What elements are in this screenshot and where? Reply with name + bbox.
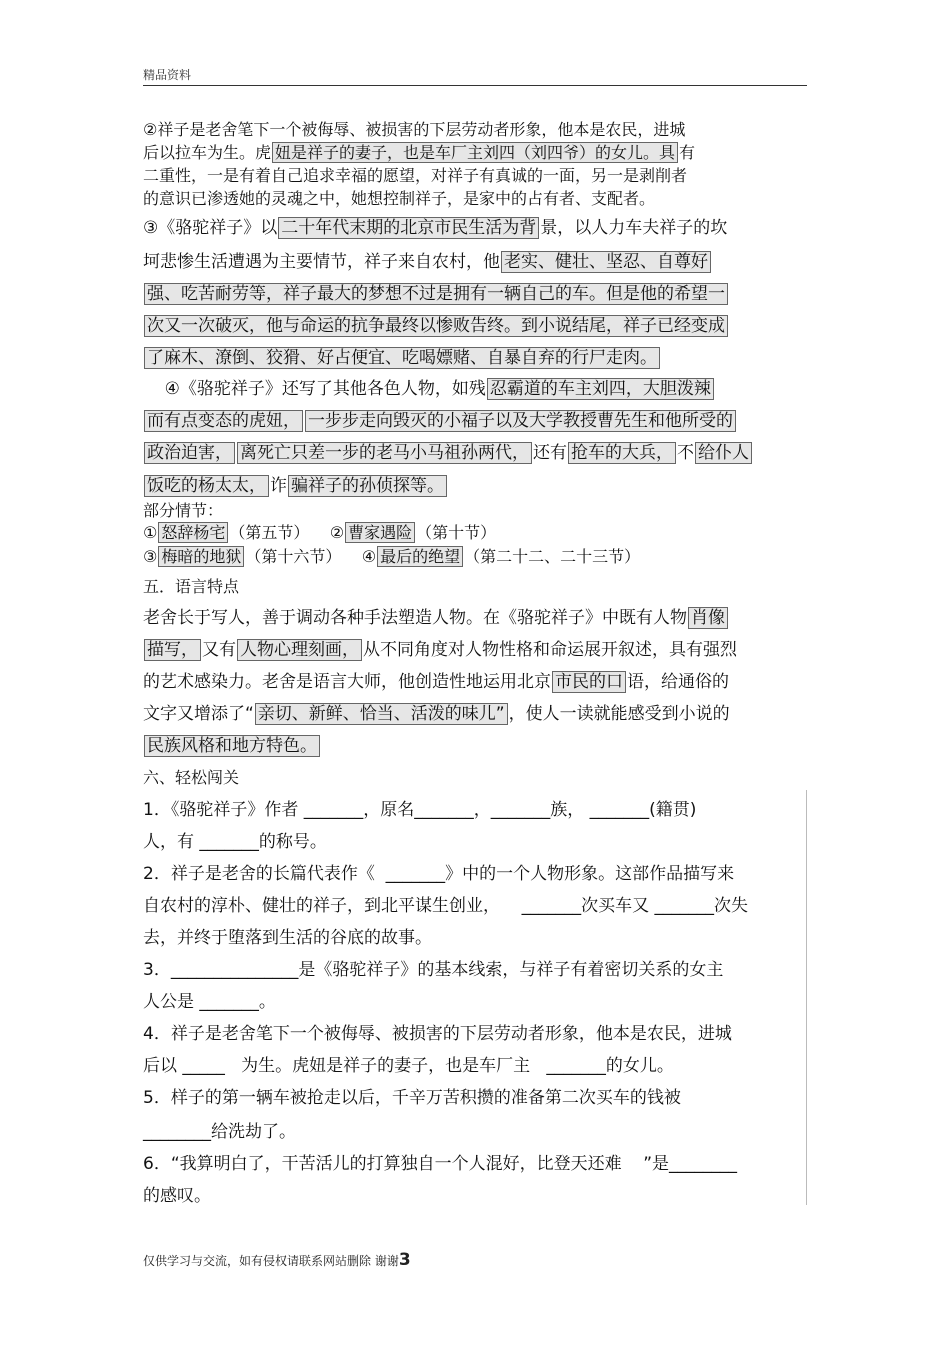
highlighted-text: 骗祥子的孙侦探等。 <box>288 475 447 497</box>
text-line <box>143 378 715 400</box>
text-run: （第十节） <box>416 523 497 542</box>
text-run: 不 <box>677 443 694 463</box>
text-run: 6．“我算明白了，干苦活儿的打算独自一个人混好，比登天还难 ”是________ <box>143 1154 738 1174</box>
text-run: 人，有 _______的称号。 <box>143 832 327 852</box>
highlighted-text: 市民的口 <box>552 671 626 693</box>
text-line <box>143 927 432 949</box>
text-run: 语，给通俗的 <box>627 672 729 692</box>
text-line <box>143 1121 296 1143</box>
text-line <box>143 831 327 853</box>
highlighted-text: 老实、健壮、坚忍、自尊好 <box>501 251 711 273</box>
text-line <box>143 315 729 337</box>
text-run: （第五节） ② <box>229 523 345 542</box>
text-run: 人公是 _______。 <box>143 992 276 1012</box>
text-run: 二重性，一是有着自己追求幸福的愿望，对祥子有真诚的一面，另一是剥削者 <box>143 166 688 185</box>
text-line <box>143 576 239 598</box>
text-run: 的意识已渗透她的灵魂之中，她想控制祥子，是家中的占有者、支配者。 <box>143 189 656 208</box>
highlighted-text: 强、吃苦耐劳等，祥子最大的梦想不过是拥有一辆自己的车。但是他的希望一 <box>144 283 728 305</box>
text-run: 3．_______________是《骆驼祥子》的基本线索，与祥子有着密切关系的女主 <box>143 960 724 980</box>
text-run: 5．样子的第一辆车被抢走以后，千辛万苦积攒的准备第二次买车的钱被 <box>143 1088 681 1108</box>
text-line <box>143 639 737 661</box>
text-line <box>143 895 748 917</box>
highlighted-text: 最后的绝望 <box>377 546 463 567</box>
highlighted-text: 一步步走向毁灭的小福子以及大学教授曹先生和他所受的 <box>305 410 736 432</box>
text-line <box>143 500 223 522</box>
highlighted-text: 而有点变态的虎妞， <box>144 410 303 432</box>
text-run: 自农村的淳朴、健壮的祥子，到北平谋生创业， _______次买车又 _______次失 <box>143 896 749 916</box>
text-run: 从不同角度对人物性格和命运展开叙述，具有强烈 <box>363 640 737 660</box>
text-run: ②祥子是老舍笔下一个被侮辱、被损害的下层劳动者形象，他本是农民，进城 <box>143 120 686 139</box>
text-line <box>143 347 661 369</box>
page-footer <box>143 1250 411 1270</box>
footer-note: 仅供学习与交流，如有侵权请联系网站删除 谢谢 <box>143 1254 399 1268</box>
text-line <box>143 1153 737 1175</box>
highlighted-text: 曹家遇险 <box>345 522 415 543</box>
highlighted-text: 了麻木、潦倒、狡猾、好占便宜、吃喝嫖赌、自暴自弃的行尸走肉。 <box>144 347 660 369</box>
text-line <box>143 410 737 432</box>
text-line <box>143 165 687 187</box>
text-run: 景，以人力车夫祥子的坎 <box>540 218 728 238</box>
text-run: 去，并终于堕落到生活的谷底的故事。 <box>143 928 432 948</box>
text-run: ③ <box>143 547 158 566</box>
text-run: 坷悲惨生活遭遇为主要情节，祥子来自农村，他 <box>143 252 500 272</box>
text-line <box>143 863 734 885</box>
highlighted-text: 梅暗的地狱 <box>158 546 244 567</box>
text-run: 六、轻松闯关 <box>143 768 240 787</box>
text-line <box>143 959 723 981</box>
highlighted-text: 次又一次破灭，他与命运的抗争最终以惨败告终。到小说结尾，祥子已经变成 <box>144 315 728 337</box>
text-line <box>143 119 685 141</box>
text-line <box>143 522 496 544</box>
text-run: 后以拉车为生。虎 <box>143 143 272 162</box>
text-run: （第十六节） ④ <box>245 547 377 566</box>
text-line <box>143 1185 211 1207</box>
page-number: 3 <box>398 1250 411 1270</box>
text-line <box>143 546 640 568</box>
text-line <box>143 799 696 821</box>
text-run: 后以 _____ 为生。虎妞是祥子的妻子，也是车厂主 _______的女儿。 <box>143 1056 674 1076</box>
text-line <box>143 1023 732 1045</box>
highlighted-text: 二十年代末期的北京市民生活为背 <box>278 217 539 239</box>
text-line <box>143 703 730 725</box>
text-run: 还有 <box>533 443 567 463</box>
highlighted-text: 给仆人 <box>695 442 752 464</box>
text-line <box>143 475 448 497</box>
text-run: 4．祥子是老舍笔下一个被侮辱、被损害的下层劳动者形象，他本是农民，进城 <box>143 1024 732 1044</box>
text-run: 的艺术感染力。老舍是语言大师，他创造性地运用北京 <box>143 672 551 692</box>
highlighted-text: 政治迫害， <box>144 442 235 464</box>
text-run: 文字又增添了“ <box>143 704 254 724</box>
text-line <box>143 142 695 164</box>
text-line <box>143 442 753 464</box>
text-run: 又有 <box>202 640 236 660</box>
text-run: （第二十二、二十三节） <box>464 547 641 566</box>
text-run: ，使人一读就能感受到小说的 <box>508 704 730 724</box>
text-run: ③《骆驼祥子》以 <box>143 218 278 238</box>
text-line <box>143 217 727 239</box>
text-line <box>143 283 729 305</box>
text-line <box>143 1055 674 1077</box>
text-line <box>143 767 239 789</box>
text-line <box>143 671 729 693</box>
text-line <box>143 735 321 757</box>
text-run: ① <box>143 523 158 542</box>
highlighted-text: 抢车的大兵， <box>568 442 676 464</box>
highlighted-text: 描写， <box>144 639 201 661</box>
text-run: 的感叹。 <box>143 1186 211 1206</box>
text-line <box>143 607 729 629</box>
right-margin-rule <box>806 790 807 1205</box>
highlighted-text: 亲切、新鲜、恰当、活泼的味儿” <box>255 703 508 725</box>
header-rule <box>143 85 807 86</box>
text-line <box>143 188 655 210</box>
text-run: 部分情节： <box>143 501 224 520</box>
highlighted-text: 怒辞杨宅 <box>158 522 228 543</box>
text-line <box>143 991 276 1013</box>
text-run: ________给洗劫了。 <box>143 1122 296 1142</box>
text-line <box>143 1087 681 1109</box>
text-line <box>143 251 712 273</box>
text-run: ④《骆驼祥子》还写了其他各色人物，如残 <box>143 379 486 399</box>
text-run: 有 <box>679 143 696 162</box>
highlighted-text: 饭吃的杨太太， <box>144 475 269 497</box>
text-run: 老舍长于写人，善于调动各种手法塑造人物。在《骆驼祥子》中既有人物 <box>143 608 687 628</box>
highlighted-text: 人物心理刻画， <box>237 639 362 661</box>
text-run: 五．语言特点 <box>143 577 240 596</box>
highlighted-text: 离死亡只差一步的老马小马祖孙两代， <box>237 442 532 464</box>
text-run: 诈 <box>270 476 287 496</box>
text-run: 2．祥子是老舍的长篇代表作《 _______》中的一个人物形象。这部作品描写来 <box>143 864 735 884</box>
highlighted-text: 忍霸道的车主刘四，大胆泼辣 <box>487 378 714 400</box>
highlighted-text: 妞是祥子的妻子，也是车厂主刘四（刘四爷）的女儿。具 <box>272 142 678 163</box>
highlighted-text: 民族风格和地方特色。 <box>144 735 320 757</box>
highlighted-text: 肖像 <box>688 607 728 629</box>
page-header-title: 精品资料 <box>143 68 192 82</box>
text-run: 1．《骆驼祥子》作者 _______，原名_______，_______族， _______(籍贯) <box>143 800 697 820</box>
